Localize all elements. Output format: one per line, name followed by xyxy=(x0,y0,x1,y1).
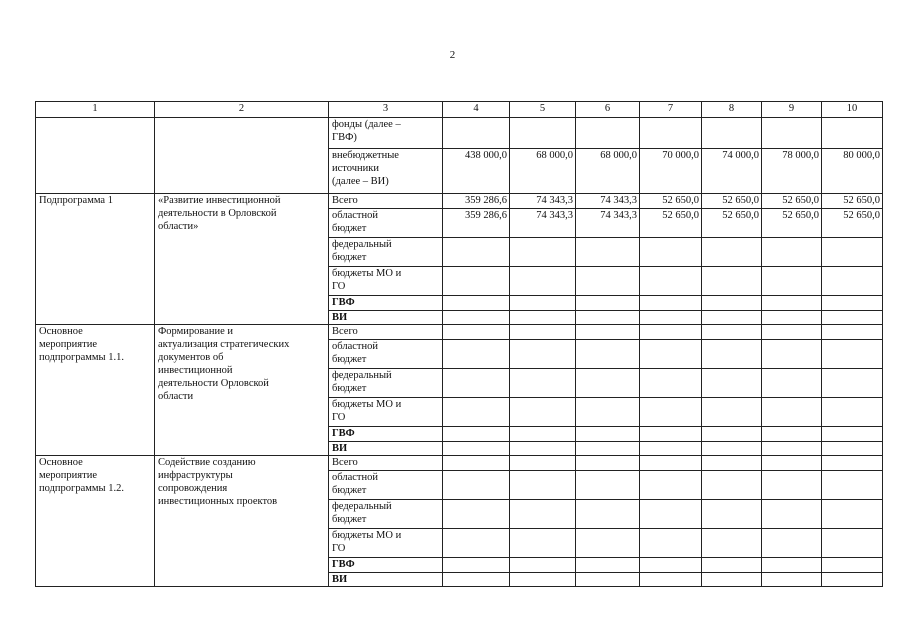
header-cell: 10 xyxy=(822,102,883,118)
value-cell: 80 000,0 xyxy=(822,149,883,194)
header-cell: 5 xyxy=(510,102,576,118)
source-label: ВИ xyxy=(329,311,443,325)
value-cell: 438 000,0 xyxy=(443,149,510,194)
value-cell: 68 000,0 xyxy=(576,149,640,194)
source-label: Всего xyxy=(329,194,443,209)
header-cell: 2 xyxy=(155,102,329,118)
value-cell: 74 343,3 xyxy=(510,194,576,209)
activity-name: Основное мероприятие подпрограммы 1.1. xyxy=(36,325,155,456)
table-row xyxy=(36,118,883,149)
source-label: ГВФ xyxy=(329,558,443,573)
source-label: ГВФ xyxy=(329,296,443,311)
source-label: Всего xyxy=(329,325,443,340)
source-label: бюджеты МО и ГО xyxy=(329,267,443,296)
table-row xyxy=(36,325,883,340)
source-label: областной бюджет xyxy=(329,209,443,238)
value-cell: 52 650,0 xyxy=(640,194,702,209)
source-label: Всего xyxy=(329,456,443,471)
source-label: федеральный бюджет xyxy=(329,369,443,398)
header-cell: 6 xyxy=(576,102,640,118)
empty-cell xyxy=(155,118,329,194)
source-label: областной бюджет xyxy=(329,471,443,500)
activity-description: Содействие созданию инфраструктуры сопровождения инвестиционных проектов xyxy=(155,456,329,587)
value-cell: 74 343,3 xyxy=(576,209,640,238)
source-label: бюджеты МО и ГО xyxy=(329,398,443,427)
value-cell: 70 000,0 xyxy=(640,149,702,194)
source-label: федеральный бюджет xyxy=(329,238,443,267)
header-cell: 9 xyxy=(762,102,822,118)
budget-table xyxy=(35,101,883,587)
value-cell: 52 650,0 xyxy=(702,209,762,238)
table-row xyxy=(36,456,883,471)
source-label: федеральный бюджет xyxy=(329,500,443,529)
header-cell: 1 xyxy=(36,102,155,118)
value-cell: 52 650,0 xyxy=(640,209,702,238)
value-cell: 52 650,0 xyxy=(702,194,762,209)
source-label: внебюджетные источники (далее – ВИ) xyxy=(329,149,443,194)
value-cell: 52 650,0 xyxy=(822,194,883,209)
source-label: ГВФ xyxy=(329,427,443,442)
source-label: фонды (далее – ГВФ) xyxy=(329,118,443,149)
value-cell: 359 286,6 xyxy=(443,209,510,238)
header-cell: 4 xyxy=(443,102,510,118)
value-cell: 52 650,0 xyxy=(762,209,822,238)
header-cell: 3 xyxy=(329,102,443,118)
activity-description: Формирование и актуализация стратегических документов об инвестиционной деятельности Орловской области xyxy=(155,325,329,456)
source-label: ВИ xyxy=(329,442,443,456)
subprogram-name: Подпрограмма 1 xyxy=(36,194,155,325)
source-label: ВИ xyxy=(329,573,443,587)
empty-cell xyxy=(36,118,155,194)
source-label: бюджеты МО и ГО xyxy=(329,529,443,558)
value-cell: 74 343,3 xyxy=(576,194,640,209)
value-cell: 68 000,0 xyxy=(510,149,576,194)
page-number: 2 xyxy=(449,49,456,61)
value-cell: 74 000,0 xyxy=(702,149,762,194)
value-cell: 52 650,0 xyxy=(762,194,822,209)
value-cell: 74 343,3 xyxy=(510,209,576,238)
value-cell: 359 286,6 xyxy=(443,194,510,209)
table-header-row xyxy=(36,102,883,118)
value-cell: 78 000,0 xyxy=(762,149,822,194)
subprogram-description: «Развитие инвестиционной деятельности в Орловской области» xyxy=(155,194,329,325)
table-row xyxy=(36,194,883,209)
source-label: областной бюджет xyxy=(329,340,443,369)
header-cell: 7 xyxy=(640,102,702,118)
activity-name: Основное мероприятие подпрограммы 1.2. xyxy=(36,456,155,587)
value-cell: 52 650,0 xyxy=(822,209,883,238)
header-cell: 8 xyxy=(702,102,762,118)
